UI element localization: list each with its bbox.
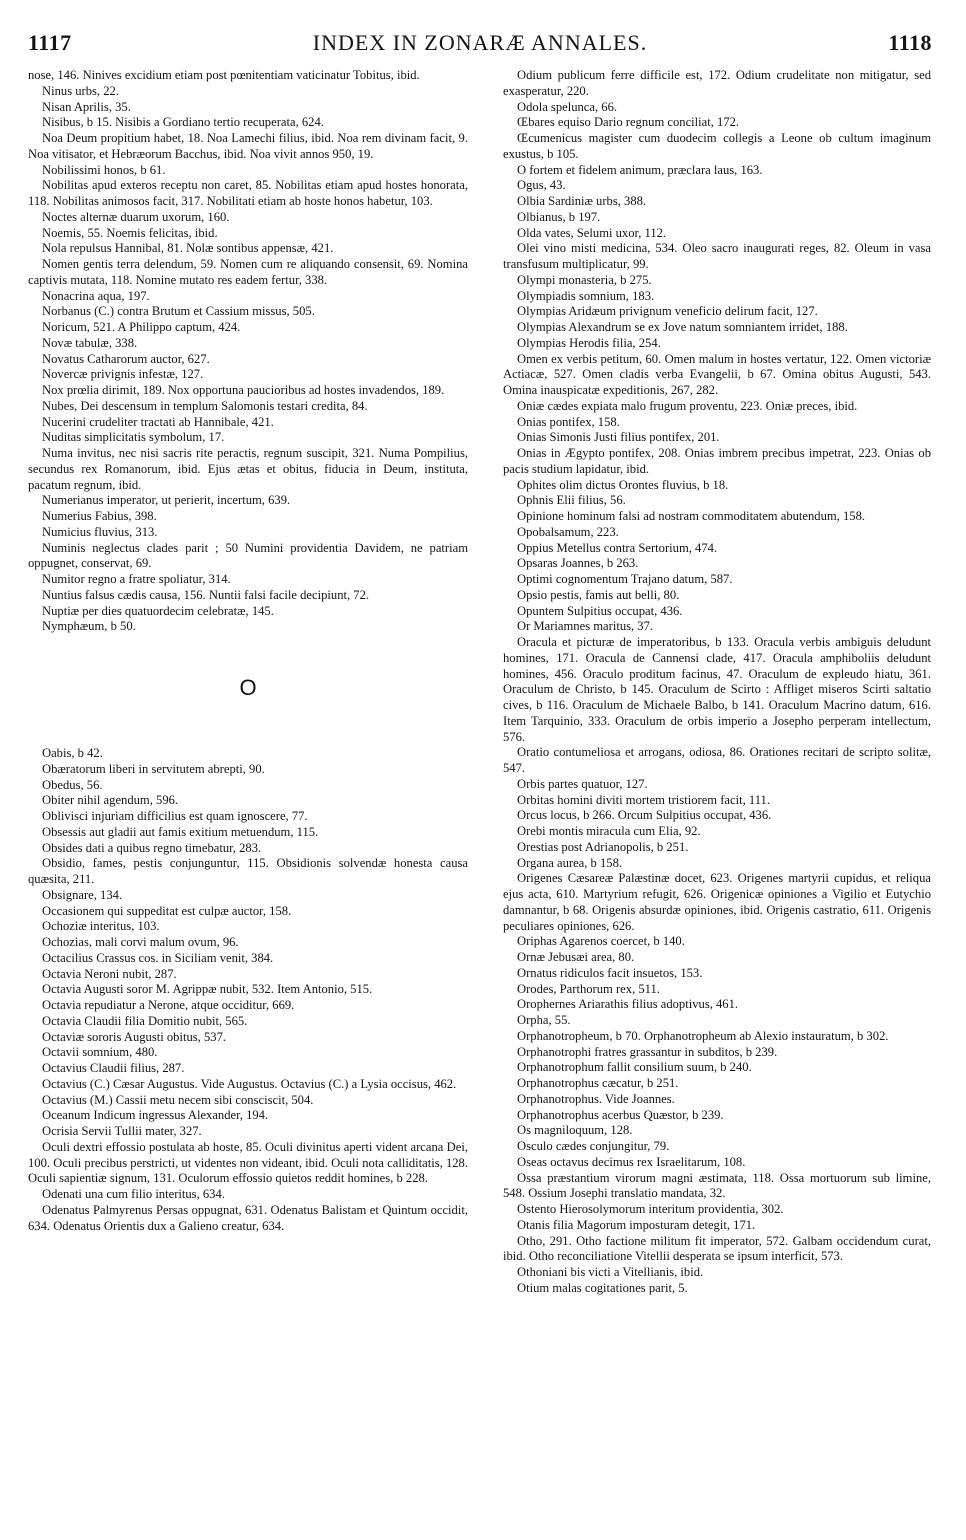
index-entry: Olympias Alexandrum se ex Jove natum somniantem irridet, 188. (517, 320, 848, 334)
index-entry: Nisibus, b 15. Nisibis a Gordiano tertio recuperata, 624. (42, 115, 324, 130)
index-entry: Othoniani bis victi a Vitellianis, ibid. (517, 1265, 704, 1279)
index-entry: Numa invitus, nec nisi sacris rite peractis, regnum suscipit, 321. Numa Pompilius, secundus rex Romanorum, ibid. Ejus ætas et obitus, fiducia in Deum, instituta, pacatum regnum, ibid. (28, 446, 468, 492)
index-entry: Obsessis aut gladii aut famis exitium metuendum, 115. (42, 824, 319, 839)
index-entry: Olympi monasteria, b 275. (517, 272, 652, 287)
index-entry: Noctes alternæ duarum uxorum, 160. (42, 209, 230, 224)
left-column (28, 68, 468, 1234)
index-entry: Olbia Sardiniæ urbs, 388. (517, 194, 647, 208)
index-entry: Oseas octavus decimus rex Israelitarum, 108. (517, 1154, 746, 1169)
index-entry: Ophites olim dictus Orontes fluvius, b 18. (517, 477, 729, 492)
index-entry: Obiter nihil agendum, 596. (42, 793, 179, 808)
index-entry: Norbanus (C.) contra Brutum et Cassium missus, 505. (42, 304, 315, 319)
index-entry: Opsio pestis, famis aut belli, 80. (517, 587, 680, 602)
index-entry: Otho, 291. Otho factione militum fit imperator, 572. Galbam occidendum curat, ibid. Otho reconciliatione Vitellii desperata se ipsum interficit, 573. (503, 1233, 931, 1264)
index-entry: Olympiadis somnium, 183. (517, 288, 655, 303)
index-entry: Orphanotropheum, b 70. Orphanotropheum ab Alexio instauratum, b 302. (517, 1028, 889, 1043)
index-entry: Osculo cædes conjungitur, 79. (517, 1139, 670, 1153)
index-entry: Nola repulsus Hannibal, 81. Nolæ sontibus appensæ, 421. (42, 241, 334, 256)
index-entry: Orpha, 55. (517, 1013, 571, 1027)
index-entry: Nomen gentis terra delendum, 59. Nomen cum re aliquando consensit, 69. Nomina captivis mutata, 118. Nomine mutato res eadem fertur, 338. (28, 257, 468, 287)
index-entry: Noricum, 521. A Philippo captum, 424. (42, 320, 241, 334)
index-entry: Opobalsamum, 223. (517, 524, 619, 539)
index-entry: Ophnis Elii filius, 56. (517, 493, 626, 508)
index-entry: Octavia Augusti soror M. Agrippæ nubit, 532. Item Antonio, 515. (42, 982, 373, 997)
index-entry: Nucerini crudeliter tractati ab Hannibale, 421. (42, 414, 274, 429)
index-entry: Organa aurea, b 158. (517, 855, 623, 870)
index-entry: Orodes, Parthorum rex, 511. (517, 981, 660, 996)
index-entry: Nymphæum, b 50. (42, 619, 136, 634)
index-entry: Ochozias, mali corvi malum ovum, 96. (42, 935, 239, 949)
index-entry: Octaviæ sororis Augusti obitus, 537. (42, 1029, 227, 1044)
index-entry: Opinione hominum falsi ad nostram commoditatem abutendum, 158. (517, 509, 866, 523)
index-entry: Ocrisia Servii Tullii mater, 327. (42, 1124, 202, 1138)
index-entry: Opsaras Joannes, b 263. (517, 556, 639, 571)
index-entry: Octavia Claudii filia Domitio nubit, 565. (42, 1013, 248, 1028)
index-entry: Numinis neglectus clades parit ; 50 Numini providentia Davidem, ne patriam oppugnet, conservat, 69. (28, 540, 468, 571)
index-entry: Octavii somnium, 480. (42, 1045, 158, 1060)
index-entry: Nobilitas apud exteros receptu non caret, 85. Nobilitas etiam apud hostes honorata, 118. Nobilitas animosos facit, 317. Nobilitati etiam ab hoste honos habetur, 103. (28, 178, 468, 208)
index-entry: Obsignare, 134. (42, 887, 123, 902)
index-entry: Orbis partes quatuor, 127. (517, 776, 648, 791)
index-entry: Octavia repudiatur a Nerone, atque occiditur, 669. (42, 998, 295, 1012)
index-entry: Oabis, b 42. (42, 746, 103, 760)
index-entry: O fortem et fidelem animum, præclara laus, 163. (517, 162, 763, 177)
index-entry: Ornæ Jebusæi area, 80. (517, 950, 635, 964)
index-entry: Oracula et picturæ de imperatoribus, b 133. Oracula verbis ambiguis deludunt homines, 171. Oracula de Cannensi clade, 417. Oracula amphiboliis deludunt homines, 456. Oraculo proditum facinus, 47. Oraculum de expleudo hiatu, 361. Oraculum de Christo, b 145. Oraculum de Scirto : Affliget miseros Scirti saltatio cives, b 116. Oraculum de Michaele Balbo, b 141. Oraculum Macrino datum, 616. Item Tarquinio, 333. Oraculum de orbis imperio a Josepho perperam intellectum, 576. (503, 635, 931, 744)
running-title: INDEX IN ZONARÆ ANNALES. (312, 30, 648, 55)
index-entry: Olei vino misti medicina, 534. Oleo sacro inaugurati reges, 82. Oleum in vasa transfusum multiplicatur, 99. (503, 241, 931, 271)
index-entry: Nuditas simplicitatis symbolum, 17. (42, 430, 225, 445)
index-entry: Nonacrina aqua, 197. (42, 288, 150, 303)
index-entry: Octavia Neroni nubit, 287. (42, 966, 177, 981)
index-entry: Orphanotrophi fratres grassantur in subditos, b 239. (517, 1044, 778, 1059)
index-entry: Odenatus Palmyrenus Persas oppugnat, 631. Odenatus Balistam et Quintum occidit, 634. Odenatus Orientis dux a Galieno creatur, 634. (28, 1202, 468, 1233)
index-entry: Olympias Herodis filia, 254. (517, 335, 661, 350)
index-entry: Occasionem qui suppeditat est culpæ auctor, 158. (42, 903, 292, 918)
index-entry: Oculi dextri effossio postulata ab hoste, 85. Oculi divinitus aperti vident arcana Dei, 100. Oculi precibus perstricti, ut videntes non videant, ibid. Oculi nota calliditatis, 128. Oculi sapientiæ signum, 131. Oculorum effossio quietos reddit homines, b 228. (28, 1139, 468, 1186)
index-entry: Otium malas cogitationes parit, 5. (517, 1280, 688, 1295)
index-entry: Ornatus ridiculos facit insuetos, 153. (517, 965, 703, 980)
index-entry: Or Mariamnes maritus, 37. (517, 619, 654, 634)
index-entry: Opuntem Sulpitius occupat, 436. (517, 603, 683, 618)
section-letter-heading: O (239, 675, 257, 700)
index-entry: Ossa præstantium virorum magni æstimata, 118. Ossa mortuorum sub limine, 548. Ossium Josephi translatio mandata, 32. (503, 1170, 931, 1201)
right-column (503, 68, 931, 1297)
index-entry: Numerianus imperator, ut perierit, incertum, 639. (42, 493, 291, 508)
page-header (28, 30, 932, 60)
index-entry: Nubes, Dei descensum in templum Salomonis testari credita, 84. (42, 398, 368, 413)
index-entry: Numicius fluvius, 313. (42, 524, 158, 539)
index-entry: Orbitas homini diviti mortem tristiorem facit, 111. (517, 792, 770, 807)
entries-right-list (503, 68, 931, 1297)
index-entry: Nisan Aprilis, 35. (42, 99, 131, 114)
index-entry: Oppius Metellus contra Sertorium, 474. (517, 540, 718, 555)
index-entry: Orphanotrophus acerbus Quæstor, b 239. (517, 1107, 724, 1122)
index-entry: Ochoziæ interitus, 103. (42, 919, 160, 934)
index-entry: Numitor regno a fratre spoliatur, 314. (42, 572, 231, 586)
index-entry: Nobilissimi honos, b 61. (42, 162, 166, 177)
index-entry: Oriphas Agarenos coercet, b 140. (517, 934, 685, 949)
index-entry: Orophernes Ariarathis filius adoptivus, 461. (517, 997, 739, 1012)
index-entry: Omen ex verbis petitum, 60. Omen malum in hostes vertatur, 122. Omen victoriæ Actiacæ, 527. Omen cladis verba Evangelii, b 67. Omina obitus Augusti, 543. Omina inauspicatæ expeditionis, 267, 282. (503, 351, 931, 397)
index-entry: Onias Simonis Justi filius pontifex, 201. (517, 430, 720, 445)
index-entry: Onias pontifex, 158. (517, 414, 620, 429)
index-entry: Otanis filia Magorum imposturam detegit, 171. (517, 1217, 756, 1232)
index-entry: Olbianus, b 197. (517, 209, 601, 224)
index-entry: Olympias Aridæum privignum veneficio delirum facit, 127. (517, 304, 818, 319)
index-entry: Obæratorum liberi in servitutem abrepti, 90. (42, 761, 265, 776)
index-entry: Orphanotrophus. Vide Joannes. (517, 1091, 675, 1106)
index-entry: Odium publicum ferre difficile est, 172. Odium crudelitate non mitigatur, sed exasperatur, 220. (503, 68, 931, 98)
index-entry: Noemis, 55. Noemis felicitas, ibid. (42, 225, 218, 240)
index-entry: Orphanotrophus cæcatur, b 251. (517, 1076, 679, 1090)
index-entry: Optimi cognomentum Trajano datum, 587. (517, 572, 733, 586)
index-entry: Nuntius falsus cædis causa, 156. Nuntii falsi facile decipiunt, 72. (42, 587, 370, 602)
index-entry: Novercæ privignis infestæ, 127. (42, 367, 204, 382)
page-number-left: 1117 (28, 30, 72, 55)
index-entry: Orphanotrophum fallit consilium suum, b 240. (517, 1060, 752, 1075)
index-entry: Origenes Cæsareæ Palæstinæ docet, 623. Origenes martyrii cupidus, et reliqua ejus acta, 610. Martyrium refugit, 626. Origenicæ opiniones a Vigilio et Eutychio damnantur, b 68. Origenis absurdæ opiniones, ibid. Origenis castratio, 611. Origenis peculiares opiniones, 626. (503, 871, 931, 933)
index-entry: Olda vates, Selumi uxor, 112. (517, 225, 667, 240)
index-entry: Onias in Ægypto pontifex, 208. Onias imbrem precibus impetrat, 223. Onias ob pacis studium lapidatur, ibid. (503, 446, 931, 476)
index-entry: Ostento Hierosolymorum interitum providentia, 302. (517, 1202, 784, 1216)
index-entry: Oceanum Indicum ingressus Alexander, 194. (42, 1108, 269, 1123)
index-entry: Ogus, 43. (517, 178, 566, 193)
index-entry: Nuptiæ per dies quatuordecim celebratæ, 145. (42, 603, 274, 618)
index-entry: Orestias post Adrianopolis, b 251. (517, 839, 689, 854)
index-entry: Octavius (C.) Cæsar Augustus. Vide Augustus. Octavius (C.) a Lysia occisus, 462. (42, 1076, 457, 1091)
index-entry: Novæ tabulæ, 338. (42, 335, 138, 350)
index-entry: Novatus Catharorum auctor, 627. (42, 351, 210, 366)
index-entry: Orcus locus, b 266. Orcum Sulpitius occupat, 436. (517, 808, 772, 823)
index-entry: Octavius Claudii filius, 287. (42, 1061, 185, 1075)
index-entry: Oblivisci injuriam difficilius est quam ignoscere, 77. (42, 809, 308, 823)
index-entry: Ninus urbs, 22. (42, 83, 119, 98)
index-entry: Œcumenicus magister cum duodecim collegis a Leone ob cultum imaginum exustus, b 105. (503, 131, 931, 161)
index-entry: Octavius (M.) Cassii metu necem sibi consciscit, 504. (42, 1092, 314, 1107)
index-entry: Numerius Fabius, 398. (42, 509, 157, 523)
index-entry: Odola spelunca, 66. (517, 99, 618, 114)
index-entry: Obsidio, fames, pestis conjunguntur, 115. Obsidionis solvendæ honesta causa quæsita, 211. (28, 856, 468, 886)
index-entry: Nox prœlia dirimit, 189. Nox opportuna paucioribus ad hostes invadendos, 189. (42, 383, 445, 397)
index-entry: Oniæ cædes expiata malo frugum proventu, 223. Oniæ preces, ibid. (517, 398, 858, 413)
index-entry: Octacilius Crassus cos. in Siciliam venit, 384. (42, 950, 274, 965)
index-entry: nose, 146. Ninives excidium etiam post pœnitentiam vaticinatur Tobitus, ibid. (28, 68, 420, 82)
index-entry: Obedus, 56. (42, 777, 103, 792)
index-entry: Orebi montis miracula cum Elia, 92. (517, 824, 701, 838)
page-number-right: 1118 (888, 30, 932, 55)
index-entry: Odenati una cum filio interitus, 634. (42, 1187, 225, 1201)
index-entry: Œbares equiso Dario regnum conciliat, 172. (517, 115, 740, 130)
index-entry: Os magniloquum, 128. (517, 1123, 633, 1138)
index-entry: Noa Deum propitium habet, 18. Noa Lamechi filius, ibid. Noa rem divinam facit, 9. Noa vitisator, et Hebræorum Bacchus, ibid. Noa vivit annos 950, 19. (28, 131, 468, 161)
entries-n-list (28, 68, 468, 635)
index-entry: Obsides dati a quibus regno timebatur, 283. (42, 840, 262, 855)
index-entry: Oratio contumeliosa et arrogans, odiosa, 86. Orationes recitari de scripto solitæ, 547. (503, 745, 931, 775)
entries-o-list (28, 746, 468, 1234)
